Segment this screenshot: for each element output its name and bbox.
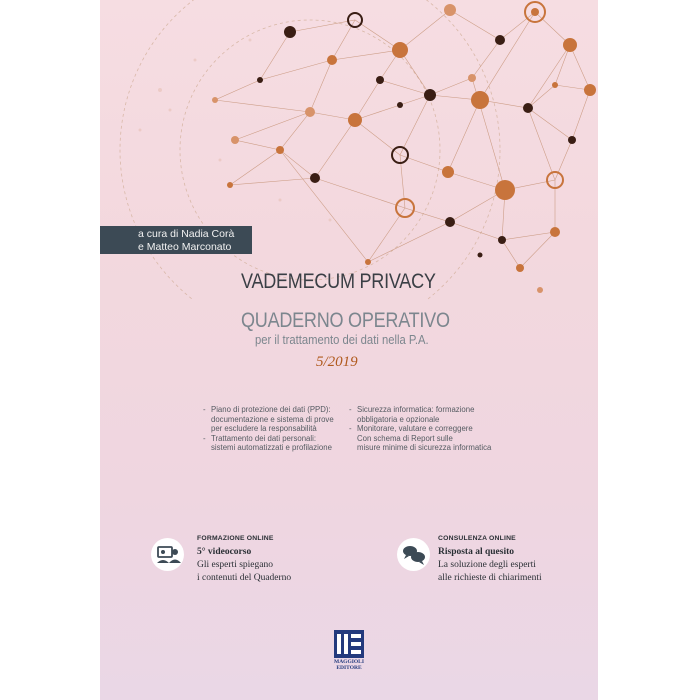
authors-band [100,226,252,254]
video-lesson-icon [151,538,184,571]
topic-line: Con schema di Report sulle [357,433,453,443]
topic-line: - Monitorare, valutare e correggere [357,424,473,433]
consulenza-title: Risposta al quesito [438,547,515,557]
topic-line: - Sicurezza informatica: formazione [357,405,475,414]
topic-item [349,424,499,453]
consulenza-heading: CONSULENZA ONLINE [438,535,516,542]
issue-number: 5/2019 [316,354,358,370]
topic-line: obbligatoria e opzionale [357,414,440,424]
formazione-title: 5° videocorso [197,547,252,557]
topics-left [203,405,338,453]
topic-item [349,405,499,424]
maggioli-logo-icon [334,630,364,658]
consulenza-text [438,546,542,585]
network-illustration [100,0,598,300]
formazione-line-2: i contenuti del Quaderno [197,573,292,583]
publisher-sub: EDITORE [336,665,362,671]
topic-item [203,405,338,434]
topic-line: documentazione e sistema di prove [211,414,334,424]
topic-line: per escludere la responsabilità [211,424,317,433]
title-vademecum: VADEMECUM PRIVACY [241,270,436,293]
formazione-heading: FORMAZIONE ONLINE [197,535,274,542]
topic-line: - Trattamento dei dati personali: [211,433,317,443]
title-quaderno: QUADERNO OPERATIVO [241,309,450,332]
topic-item [203,434,338,453]
publisher-logo [334,630,364,670]
formazione-line-1: Gli esperti spiegano [197,560,273,570]
topic-line: - Piano di protezione dei dati (PPD): [211,405,331,414]
topics-right [349,405,499,453]
formazione-text [197,546,291,585]
chat-bubbles-icon [397,538,430,571]
authors-line-2: e Matteo Marconato [138,241,232,253]
publisher-name: MAGGIOLI [334,659,364,665]
topic-line: sistemi automatizzati e profilazione [211,443,332,452]
consulenza-line-2: alle richieste di chiarimenti [438,573,542,583]
subtitle: per il trattamento dei dati nella P.A. [255,333,429,347]
topic-line: misure minime di sicurezza informatica [357,443,492,452]
authors-line-1: a cura di Nadia Corà [138,228,235,240]
consulenza-line-1: La soluzione degli esperti [438,560,536,570]
book-cover [100,0,598,700]
